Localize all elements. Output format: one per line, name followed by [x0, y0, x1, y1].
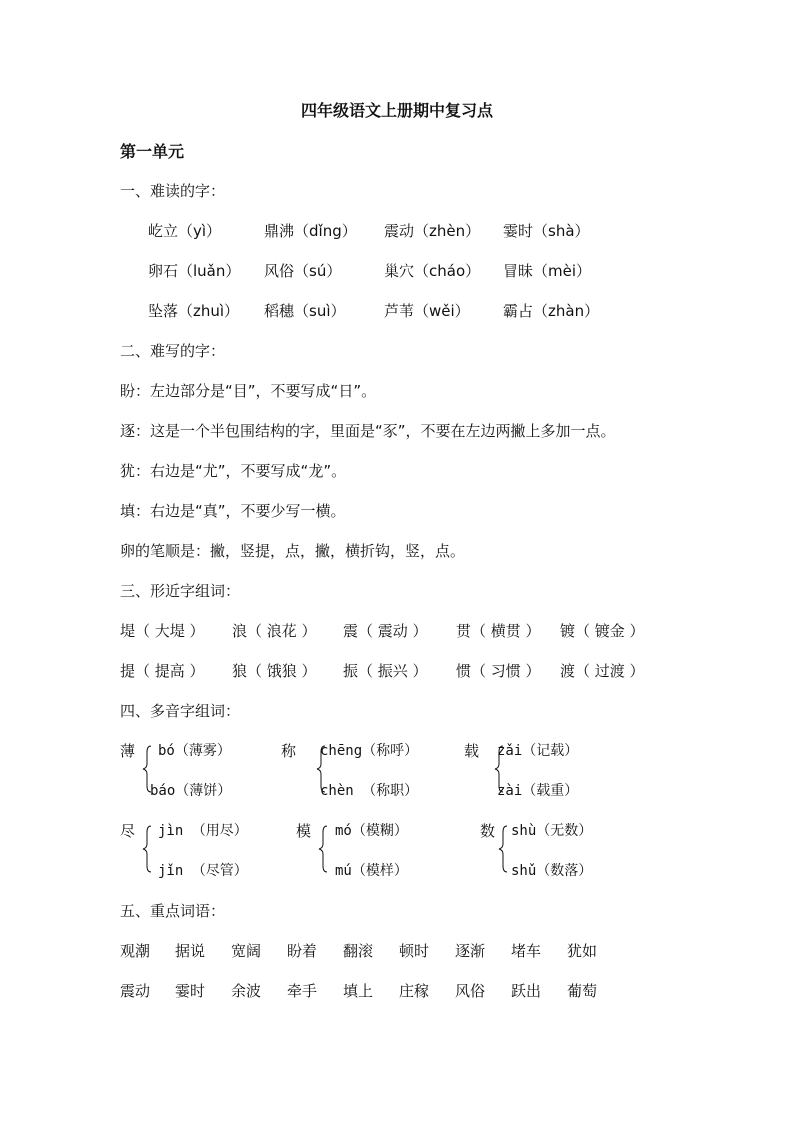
key-word: 逐渐 [455, 942, 486, 960]
polyphone-reading: chēng（称呼） [320, 743, 419, 759]
document-title: 四年级语文上册期中复习点 [300, 101, 493, 120]
brace-icon [498, 824, 510, 874]
polyphone-reading: shù（无数） [511, 823, 593, 839]
polyphone-char: 尽 [120, 822, 136, 840]
key-word: 庄稼 [399, 982, 430, 1000]
polyphone-reading: mú（模样） [335, 863, 408, 879]
hard-read-word: 风俗（sú） [264, 262, 342, 280]
hard-write-note: 填：右边是“真”，不要少写一横。 [120, 502, 346, 520]
polyphone-reading: báo（薄饼） [150, 783, 232, 799]
similar-char-word: 镀（ 镀金 ） [560, 622, 645, 640]
hard-read-word: 霎时（shà） [503, 222, 590, 240]
polyphone-reading: jìn （用尽） [158, 823, 248, 839]
similar-char-word: 浪（ 浪花 ） [232, 622, 317, 640]
hard-read-word: 霸占（zhàn） [503, 302, 600, 320]
hard-write-note: 盼：左边部分是“目”，不要写成“日”。 [120, 382, 377, 400]
hard-read-word: 坠落（zhuì） [148, 302, 240, 320]
hard-write-note: 卵的笔顺是：撇，竖提，点，撇，横折钩，竖，点。 [120, 542, 466, 560]
polyphone-reading: chèn （称职） [320, 783, 419, 799]
hard-read-word: 巢穴（cháo） [384, 262, 481, 280]
hard-read-word: 稻穗（suì） [264, 302, 346, 320]
polyphone-char: 模 [296, 822, 312, 840]
polyphone-reading: zài（载重） [497, 783, 579, 799]
key-word: 翻滚 [343, 942, 374, 960]
key-word: 跃出 [511, 982, 542, 1000]
similar-char-word: 振（ 振兴 ） [343, 662, 428, 680]
similar-char-word: 堤（ 大堤 ） [120, 622, 205, 640]
polyphone-char: 数 [480, 822, 496, 840]
polyphone-char: 载 [464, 742, 480, 760]
key-word: 震动 [120, 982, 151, 1000]
similar-char-word: 惯（ 习惯 ） [456, 662, 541, 680]
key-word: 堵车 [511, 942, 542, 960]
hard-read-word: 屹立（yì） [148, 222, 222, 240]
section-1-heading: 一、难读的字： [120, 182, 226, 200]
hard-read-word: 鼎沸（dǐng） [264, 222, 357, 240]
key-word: 据说 [175, 942, 206, 960]
section-5-heading: 五、重点词语： [120, 902, 226, 920]
key-word: 风俗 [455, 982, 486, 1000]
similar-char-word: 狼（ 饿狼 ） [232, 662, 317, 680]
key-word: 霎时 [175, 982, 206, 1000]
polyphone-reading: jǐn （尽管） [158, 863, 248, 879]
polyphone-char: 薄 [120, 742, 136, 760]
similar-char-word: 提（ 提高 ） [120, 662, 205, 680]
similar-char-word: 震（ 震动 ） [343, 622, 428, 640]
hard-read-word: 卵石（luǎn） [148, 262, 241, 280]
brace-icon [142, 824, 154, 874]
hard-write-note: 逐：这是一个半包围结构的字，里面是“豕”，不要在左边两撇上多加一点。 [120, 422, 616, 440]
key-word: 宽阔 [231, 942, 262, 960]
key-word: 盼着 [287, 942, 318, 960]
brace-icon [318, 824, 330, 874]
hard-read-word: 震动（zhèn） [384, 222, 481, 240]
hard-read-word: 冒昧（mèi） [503, 262, 592, 280]
hard-write-note: 犹：右边是“尤”，不要写成“龙”。 [120, 462, 347, 480]
section-4-heading: 四、多音字组词： [120, 702, 241, 720]
similar-char-word: 渡（ 过渡 ） [560, 662, 645, 680]
key-word: 填上 [343, 982, 374, 1000]
hard-read-word: 芦苇（wěi） [384, 302, 470, 320]
key-word: 犹如 [567, 942, 598, 960]
key-word: 观潮 [120, 942, 151, 960]
polyphone-char: 称 [281, 742, 297, 760]
polyphone-reading: shǔ（数落） [511, 863, 593, 879]
key-word: 余波 [231, 982, 262, 1000]
polyphone-reading: mó（模糊） [335, 823, 408, 839]
polyphone-reading: bó（薄雾） [158, 743, 231, 759]
section-2-heading: 二、难写的字： [120, 342, 226, 360]
key-word: 顿时 [399, 942, 430, 960]
key-word: 牵手 [287, 982, 318, 1000]
similar-char-word: 贯（ 横贯 ） [456, 622, 541, 640]
section-3-heading: 三、形近字组词： [120, 582, 241, 600]
unit-heading: 第一单元 [120, 142, 185, 161]
key-word: 葡萄 [567, 982, 598, 1000]
polyphone-reading: zǎi（记载） [497, 743, 579, 759]
